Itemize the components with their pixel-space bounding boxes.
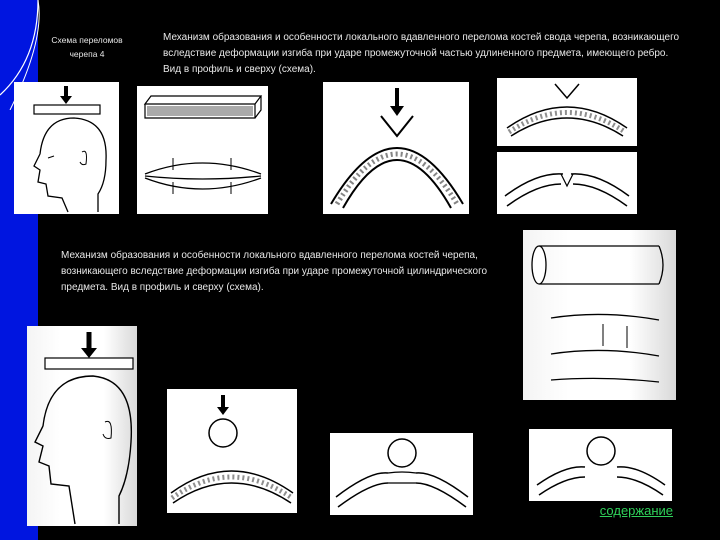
contents-link[interactable]: содержание [599,503,673,518]
slide-title-line1: Схема переломов [51,35,123,45]
slide-title-line2: черепа 4 [69,49,105,59]
head-profile-icon [35,376,131,524]
arrow-down-icon [390,88,404,116]
figure-circle-press [330,433,473,515]
caption-top: Механизм образования и особенности локального вдавленного перелома костей свода черепа, возникающего вследствие деформации изгиба при ударе промежуточной частью удлиненного предмета, имеющего ребро. Вид в профиль и сверху (схема). [163,32,680,75]
figure-circle-broken [529,429,672,501]
head-profile-icon [14,82,119,214]
figure-head-bar [14,82,119,214]
figure-circle-arc [167,389,297,513]
figure-arc-notch [497,78,637,146]
bar-object-icon [145,96,261,118]
slide-title [42,33,132,61]
figure-wedge-arc [323,82,469,214]
fracture-crack-icon [145,158,261,194]
figure-head-bar-lower [27,326,137,526]
figure-arc-broken [497,152,637,214]
figure-bar-topview [137,86,268,214]
cylinder-object-icon [532,246,663,284]
figure-cylinder-topview [523,230,676,400]
caption-middle: Механизм образования и особенности локального вдавленного перелома костей черепа, возникающего вследствие деформации изгиба при ударе промежуточной цилиндрического предмета. Вид в профиль и сверху (схема). [61,250,488,293]
arrow-down-icon [81,332,97,358]
skull-arc-icon [331,148,463,208]
